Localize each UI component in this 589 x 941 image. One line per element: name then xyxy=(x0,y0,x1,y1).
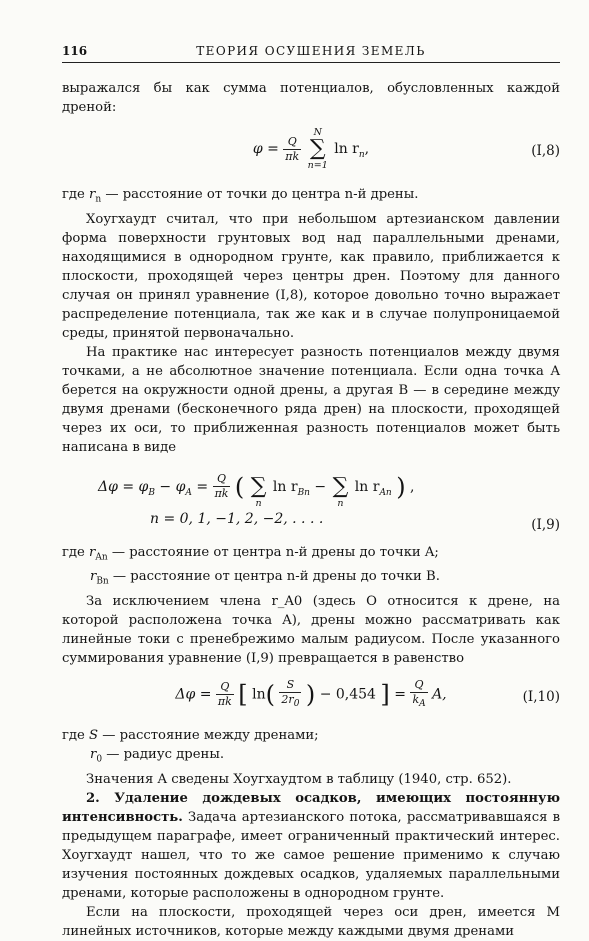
fraction: $\frac{Q}{\pi k}$ xyxy=(214,472,229,501)
equation-I10: Δφ = $\frac{Q}{\pi k}$ [ ln( $\frac{S}{2r_0}$ ) − 0,454 ] = $\frac{Q}{k_A}$ A, (I,10) xyxy=(175,677,560,710)
sum-symbol: N ∑ n=1 xyxy=(307,127,328,171)
where-line-3: $r_{Bn}$ — расстояние от центра n-й дрены до точки B. xyxy=(90,569,440,587)
fraction: $\frac{S}{2r_0}$ xyxy=(281,677,300,710)
page xyxy=(62,42,560,941)
section-2: 2. Удаление дождевых осадков, имеющих постоянную интенсивность. Задача артезианского потока, рассматривавшаяся в предыдущем параграфе, имеет ограниченный практический интерес. Хоугхаудт нашел, что то же самое решение применимо к случаю изучения постоянных дождевых осадков, удаляемых параллельными дренами, которые расположены в однородном грунте. xyxy=(62,790,560,901)
fraction: $\frac{Q}{\pi k}$ xyxy=(217,680,232,709)
fraction: $\frac{Q}{k_A}$ xyxy=(412,677,426,710)
paragraph-2: Хоугхаудт считал, что при небольшом артезианском давлении форма поверхности грунтовых вод над параллельными дренами, находящимися в однородном грунте, как правило, приближается к плоскости, проходящей через центры дрен. Поэтому для данного случая он принял уравнение (I,8), которое довольно точно выражает распределение потенциала, так же как и в случае полупроницаемой среды, принятой первоначально. xyxy=(62,211,560,341)
index-range: n = 0, 1, −1, 2, −2, . . . . xyxy=(150,510,324,527)
where-line-4: где S — расстояние между дренами; xyxy=(62,727,319,743)
equation-number: (I,9) xyxy=(531,516,560,533)
where-line-2: где $r_{An}$ — расстояние от центра n-й дрены до точки A; xyxy=(62,544,439,563)
paragraph-1: выражался бы как сумма потенциалов, обусловленных каждой дреной: xyxy=(62,81,560,115)
equation-number: (I,8) xyxy=(531,143,560,159)
equation-I8: φ = $\frac{Q}{\pi k}$ N ∑ n=1 $\ln r_n$, (I,8) xyxy=(252,127,560,171)
where-line-1: где $r_n$ — расстояние от точки до центра n-й дрены. xyxy=(62,187,419,205)
section-2-title: 2. Удаление дождевых осадков, имеющих постоянную интенсивность. xyxy=(62,790,560,825)
paragraph-5: Значения A сведены Хоугхаудтом в таблицу (1940, стр. 652). xyxy=(86,771,512,787)
page-number: 116 xyxy=(62,44,88,58)
running-title: ТЕОРИЯ ОСУШЕНИЯ ЗЕМЕЛЬ xyxy=(196,44,426,58)
paragraph-3: На практике нас интересует разность потенциалов между двумя точками, а не абсолютное значение потенциала. Если одна точка A берется на окружности одной дрены, а другая B — в середине между двумя дренами (бесконечного ряда дрен) на плоскости, проходящей через их оси, то приближенная разность потенциалов может быть написана в виде xyxy=(62,344,560,455)
paragraph-4: За исключением члена r_A0 (здесь O относится к дрене, на которой расположена точка A), дрены можно рассматривать как линейные токи с пренебрежимо малым радиусом. После указанного суммирования уравнение (I,9) превращается в равенство xyxy=(62,593,560,666)
where-line-5: $r_0$ — радиус дрены. xyxy=(90,746,225,765)
paragraph-6: Если на плоскости, проходящей через оси дрен, имеется M линейных источников, которые между каждыми двумя дренами xyxy=(62,904,560,939)
sum-symbol: ∑ n xyxy=(250,473,267,509)
page-header xyxy=(62,42,560,63)
fraction: $\frac{Q}{\pi k}$ xyxy=(285,134,300,163)
equation-I9: $\Delta\varphi = \varphi_B - \varphi_A$ = $\frac{Q}{\pi k}$ ( ∑ n $\ln r_{Bn}$ − ∑ n $\ln r_{An}$ ) , n = 0, 1, −1, 2, −2, . . . . (I,9) xyxy=(62,463,560,537)
sum-symbol: ∑ n xyxy=(332,473,349,509)
equation-number: (I,10) xyxy=(522,688,560,705)
